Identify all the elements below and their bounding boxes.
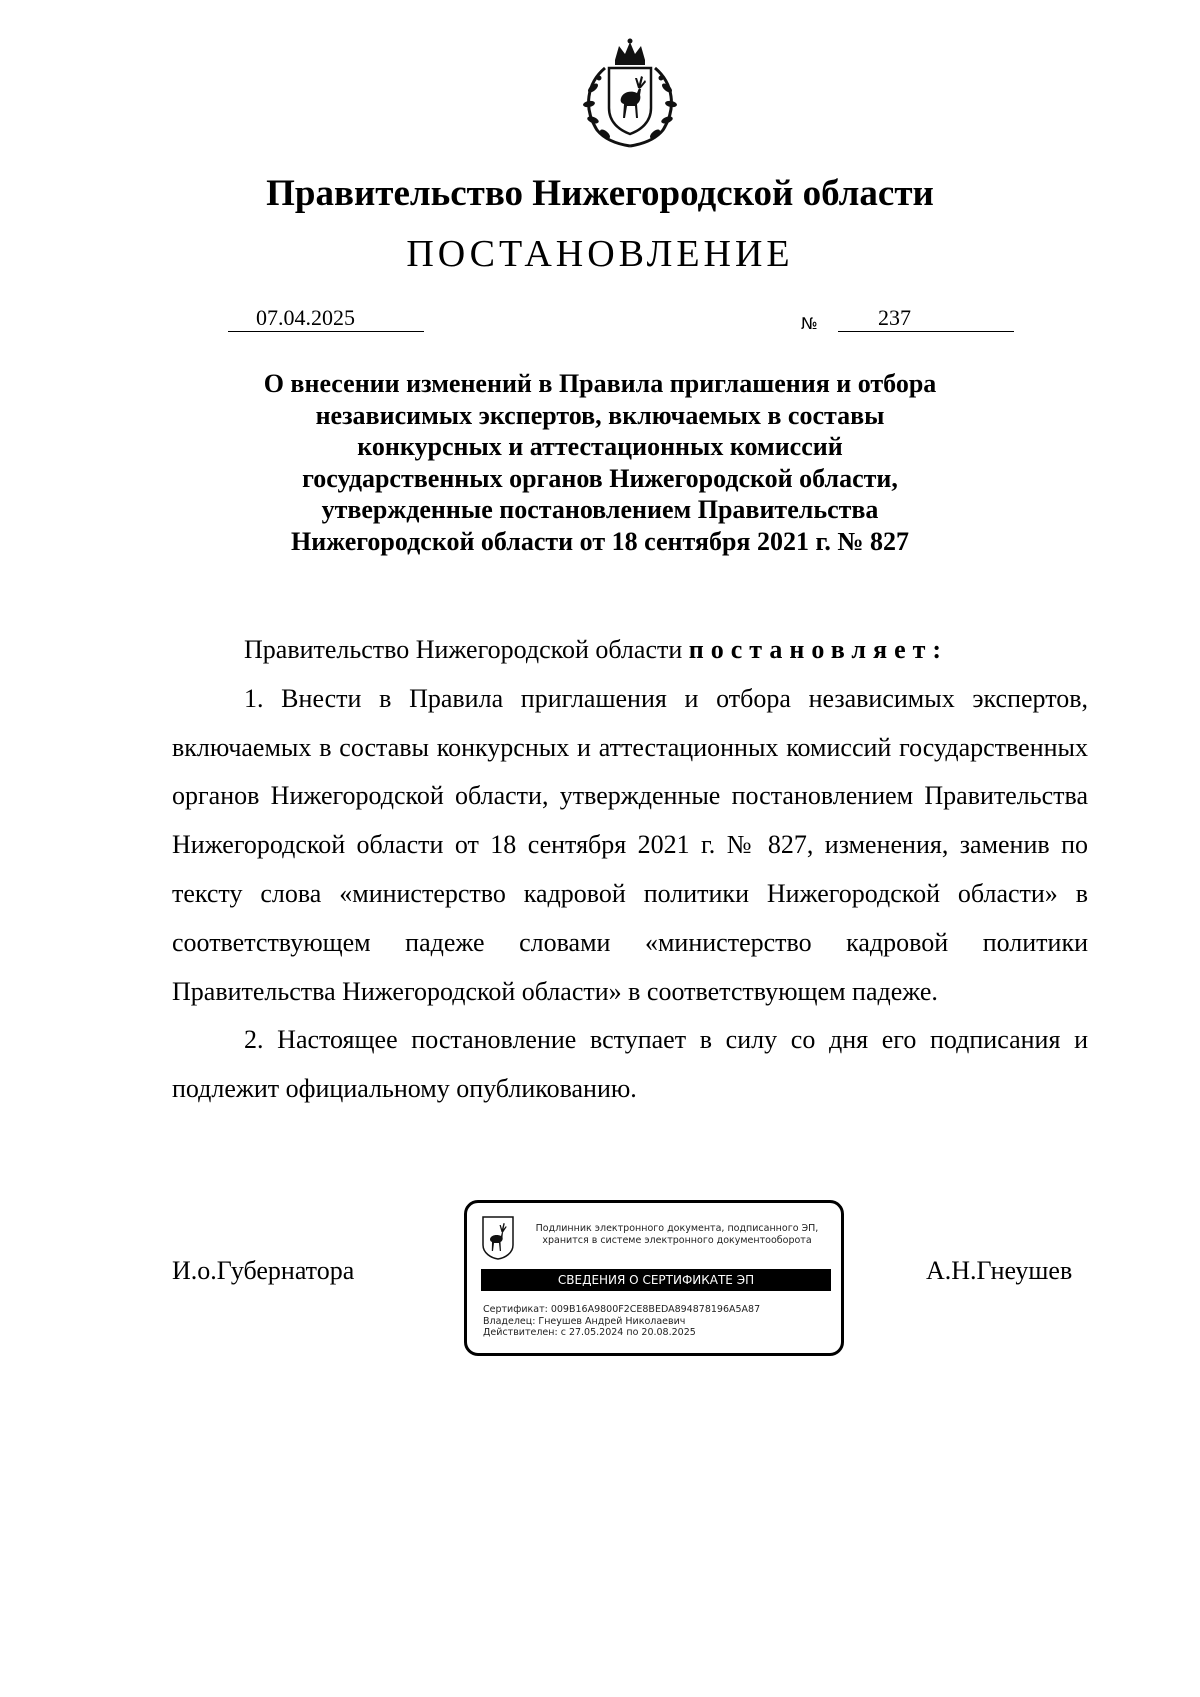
subject-line: Нижегородской области от 18 сентября 2021 г. № 827 <box>291 526 909 556</box>
coat-of-arms-emblem-icon <box>575 38 685 150</box>
certificate-owner: Владелец: Гнеушев Андрей Николаевич <box>483 1315 686 1327</box>
intro-paragraph <box>172 626 1088 675</box>
paragraph-2: 2. Настоящее постановление вступает в силу со дня его подписания и подлежит официальному опубликованию. <box>172 1025 1088 1104</box>
organization-title: Правительство Нижегородской области <box>266 173 934 214</box>
document-body <box>172 626 1088 1114</box>
certificate-serial: Сертификат: 009B16A9800F2CE8BEDA894878196A5A87 <box>483 1304 761 1315</box>
paragraph-1: 1. Внести в Правила приглашения и отбора независимых экспертов, включаемых в составы конкурсных и аттестационных комиссий государственных органов Нижегородской области, утвержденные постановлением Правительства Нижегородской области от 18 сентября 2021 г. № 827, изменения, заменив по тексту слова «министерство кадровой политики Нижегородской области» в соответствующем падеже словами «министерство кадровой политики Правительства Нижегородской области» в соответствующем падеже. <box>172 683 1088 1006</box>
subject-line: конкурсных и аттестационных комиссий <box>357 432 843 461</box>
certificate-title-bar: СВЕДЕНИЯ О СЕРТИФИКАТЕ ЭП <box>481 1269 831 1291</box>
certificate-header-line: хранится в системе электронного документооборота <box>542 1235 812 1246</box>
certificate-validity: Действителен: с 27.05.2024 по 20.08.2025 <box>483 1327 696 1338</box>
document-number: 237 <box>838 305 1014 332</box>
subject-line: независимых экспертов, включаемых в составы <box>315 400 885 430</box>
electronic-signature-stamp <box>464 1200 844 1356</box>
certificate-details <box>483 1304 760 1339</box>
document-subject <box>200 368 1000 557</box>
subject-line: О внесении изменений в Правила приглашения и отбора <box>263 369 937 398</box>
certificate-header-line: Подлинник электронного документа, подписанного ЭП, <box>535 1223 819 1234</box>
resolves-word: постановляет: <box>688 635 949 664</box>
subject-line: государственных органов Нижегородской области, <box>302 463 898 493</box>
intro-text: Правительство Нижегородской области <box>244 635 689 664</box>
document-type: ПОСТАНОВЛЕНИЕ <box>406 233 794 275</box>
deer-emblem-icon <box>481 1215 515 1261</box>
certificate-header <box>519 1223 835 1247</box>
document-date: 07.04.2025 <box>228 305 424 332</box>
subject-line: утвержденные постановлением Правительства <box>321 495 879 524</box>
number-label: № <box>801 314 818 333</box>
signatory-position: И.о.Губернатора <box>172 1256 355 1285</box>
signatory-name: А.Н.Гнеушев <box>926 1256 1073 1285</box>
